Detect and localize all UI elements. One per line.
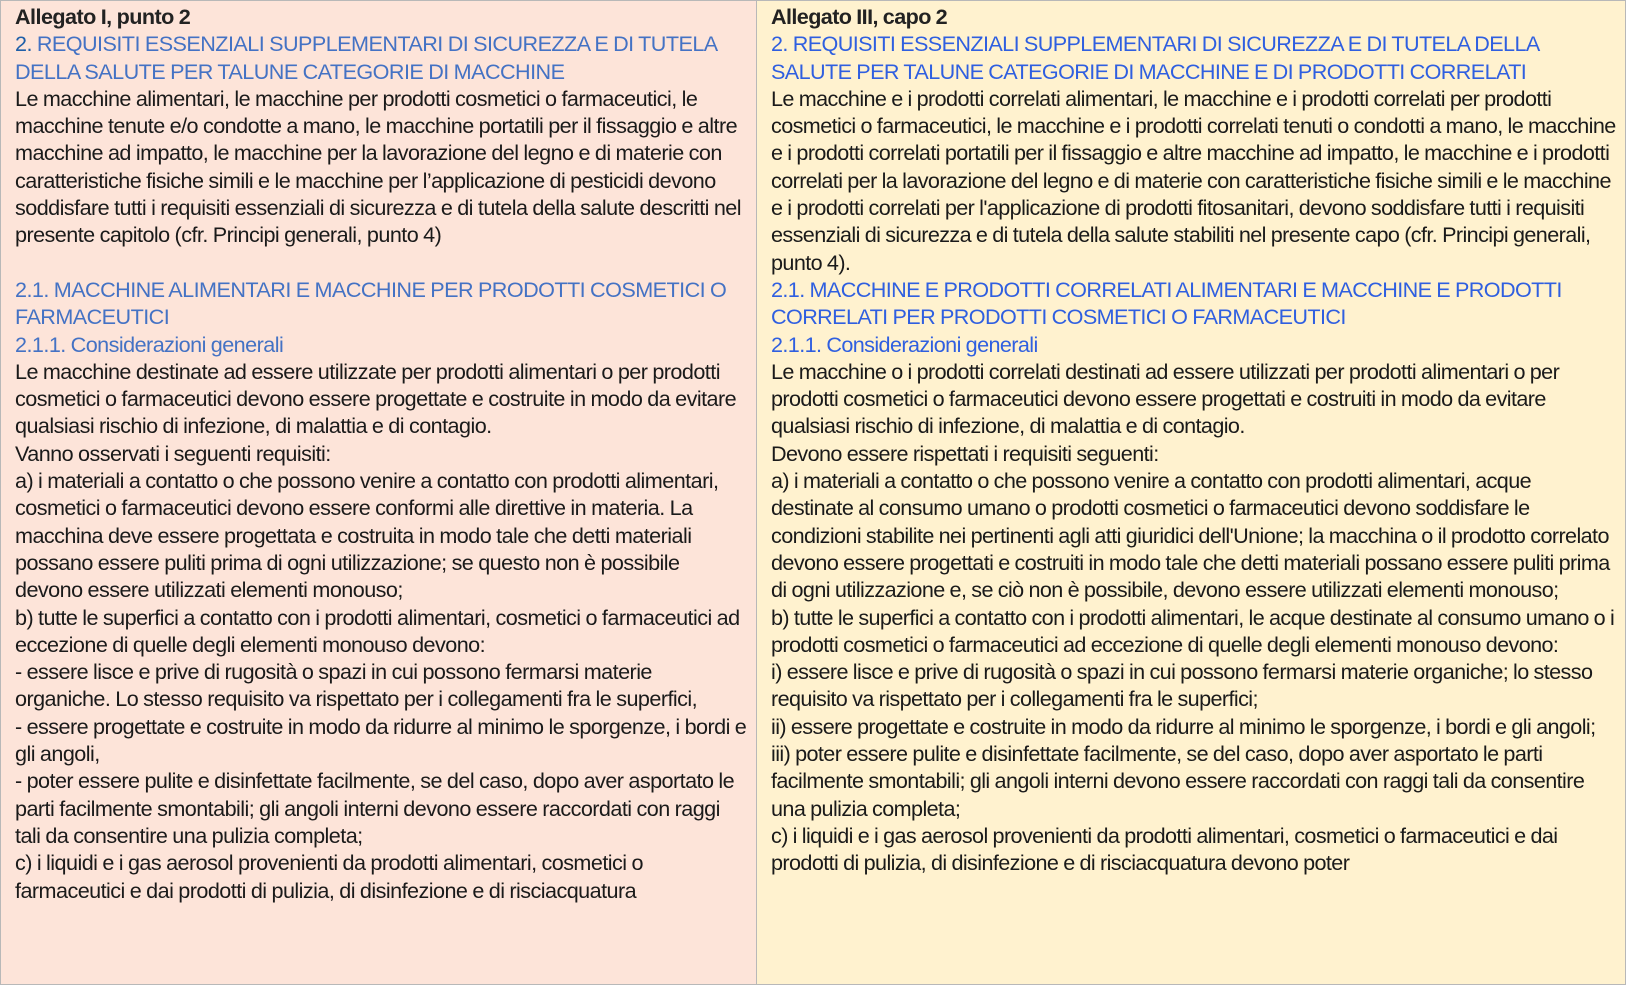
left-section-heading: 2.1. MACCHINE ALIMENTARI E MACCHINE PER PRODOTTI COSMETICI O FARMACEUTICI xyxy=(15,276,727,330)
left-spacer xyxy=(15,249,748,276)
left-item-b: b) tutte le superfici a contatto con i prodotti alimentari, cosmetici o farmaceutici ad eccezione di quelle degli elementi monouso devono: xyxy=(15,604,740,657)
left-chapter-heading xyxy=(15,30,748,85)
right-item-b2: ii) essere progettate e costruite in modo da ridurre al minimo le sporgenze, i bordi e gli angoli; xyxy=(771,713,1596,739)
right-item-b: b) tutte le superfici a contatto con i prodotti alimentari, le acque destinate al consumo umano o i prodotti cosmetici o farmaceutici ad eccezione di quelle degli elementi monouso devono: xyxy=(771,604,1615,657)
right-column-cell xyxy=(757,1,1626,985)
left-chapter-heading-number: 2. xyxy=(15,31,32,57)
left-item-b3: - poter essere pulite e disinfettate facilmente, se del caso, dopo aver asportato le parti facilmente smontabili; gli angoli interni devono essere raccordati con raggi tali da consentire una pulizia completa; xyxy=(15,768,735,848)
right-item-a: a) i materiali a contatto o che possono venire a contatto con prodotti alimentari, acque destinate al consumo umano o prodotti cosmetici o farmaceutici devono soddisfare le condizioni stabilite nei pertinenti agli atti giuridici dell'Unione; la macchina o il prodotto correlato devono essere progettati e costruiti in modo tale che detti materiali possano essere puliti prima di ogni utilizzazione e, se ciò non è possibile, devono essere utilizzati elementi monouso; xyxy=(771,468,1610,603)
comparison-row xyxy=(1,1,1626,985)
left-column-cell xyxy=(1,1,757,985)
left-column-content xyxy=(15,3,748,904)
right-general-paragraph: Le macchine o i prodotti correlati destinati ad essere utilizzati per prodotti alimentari o per prodotti cosmetici o farmaceutici devono essere progettati e costruiti in modo da evitare qualsiasi rischio di infezione, di malattia e di contagio. xyxy=(771,358,1560,439)
right-intro-paragraph: Le macchine e i prodotti correlati alimentari, le macchine e i prodotti correlati per prodotti cosmetici o farmaceutici, le macchine e i prodotti correlati tenuti o condotti a mano, le macchine e i prodotti correlati portatili per il fissaggio e altre macchine ad impatto, le macchine e i prodotti correlati per la lavorazione del legno e di materie con caratteristiche fisiche simili e le macchine e i prodotti correlati per l'applicazione di prodotti fitosanitari, devono soddisfare tutti i requisiti essenziali di sicurezza e di tutela della salute stabiliti nel presente capo (cfr. Principi generali, punto 4). xyxy=(771,85,1616,275)
left-item-a: a) i materiali a contatto o che possono venire a contatto con prodotti alimentari, cosmetici o farmaceutici devono essere conformi alle direttive in materia. La macchina deve essere progettata e costruita in modo tale che detti materiali possano essere puliti prima di ogni utilizzazione; se questo non è possibile devono essere utilizzati elementi monouso; xyxy=(15,468,719,603)
right-subsection-heading: 2.1.1. Considerazioni generali xyxy=(771,331,1038,357)
right-item-c: c) i liquidi e i gas aerosol provenienti da prodotti alimentari, cosmetici o farmaceutici e dai prodotti di pulizia, di disinfezione e di risciacquatura devono poter xyxy=(771,822,1558,876)
left-item-c: c) i liquidi e i gas aerosol provenienti da prodotti alimentari, cosmetici o farmaceutici e dai prodotti di pulizia, di disinfezione e di risciacquatura xyxy=(15,850,643,903)
left-requirements-intro: Vanno osservati i seguenti requisiti: xyxy=(15,440,331,466)
right-chapter-heading: 2. REQUISITI ESSENZIALI SUPPLEMENTARI DI SICUREZZA E DI TUTELA DELLA SALUTE PER TALUNE CATEGORIE DI MACCHINE E DI PRODOTTI CORRELATI xyxy=(771,31,1539,84)
right-title: Allegato III, capo 2 xyxy=(771,4,948,29)
left-item-b2: - essere progettate e costruite in modo da ridurre al minimo le sporgenze, i bordi e gli angoli, xyxy=(15,713,747,767)
left-item-b1: - essere lisce e prive di rugosità o spazi in cui possono fermarsi materie organiche. Lo stesso requisito va rispettato per i collegamenti fra le superfici, xyxy=(15,659,698,712)
right-column-content xyxy=(771,3,1617,877)
right-section-heading: 2.1. MACCHINE E PRODOTTI CORRELATI ALIMENTARI E MACCHINE E PRODOTTI CORRELATI PER PRODOTTI COSMETICI O FARMACEUTICI xyxy=(771,276,1562,330)
left-intro-paragraph: Le macchine alimentari, le macchine per prodotti cosmetici o farmaceutici, le macchine tenute e/o condotte a mano, le macchine portatili per il fissaggio e altre macchine ad impatto, le macchine per la lavorazione del legno e di materie con caratteristiche fisiche simili e le macchine per l’applicazione di pesticidi devono soddisfare tutti i requisiti essenziali di sicurezza e di tutela della salute descritti nel presente capitolo (cfr. Principi generali, punto 4) xyxy=(15,85,742,248)
left-subsection-heading: 2.1.1. Considerazioni generali xyxy=(15,331,284,357)
left-chapter-heading-text: REQUISITI ESSENZIALI SUPPLEMENTARI DI SICUREZZA E DI TUTELA DELLA SALUTE PER TALUNE CATEGORIE DI MACCHINE xyxy=(15,31,717,84)
right-item-b3: iii) poter essere pulite e disinfettate facilmente, se del caso, dopo aver asportato le parti facilmente smontabili; gli angoli interni devono essere raccordati con raggi tali da consentire una pulizia completa; xyxy=(771,741,1585,821)
left-general-paragraph: Le macchine destinate ad essere utilizzate per prodotti alimentari o per prodotti cosmetici o farmaceutici devono essere progettate e costruite in modo da evitare qualsiasi rischio di infezione, di malattia e di contagio. xyxy=(15,358,737,439)
left-title: Allegato I, punto 2 xyxy=(15,4,191,29)
right-requirements-intro: Devono essere rispettati i requisiti seguenti: xyxy=(771,440,1159,466)
right-item-b1: i) essere lisce e prive di rugosità o spazi in cui possono fermarsi materie organiche; lo stesso requisito va rispettato per i collegamenti fra le superfici; xyxy=(771,659,1593,712)
